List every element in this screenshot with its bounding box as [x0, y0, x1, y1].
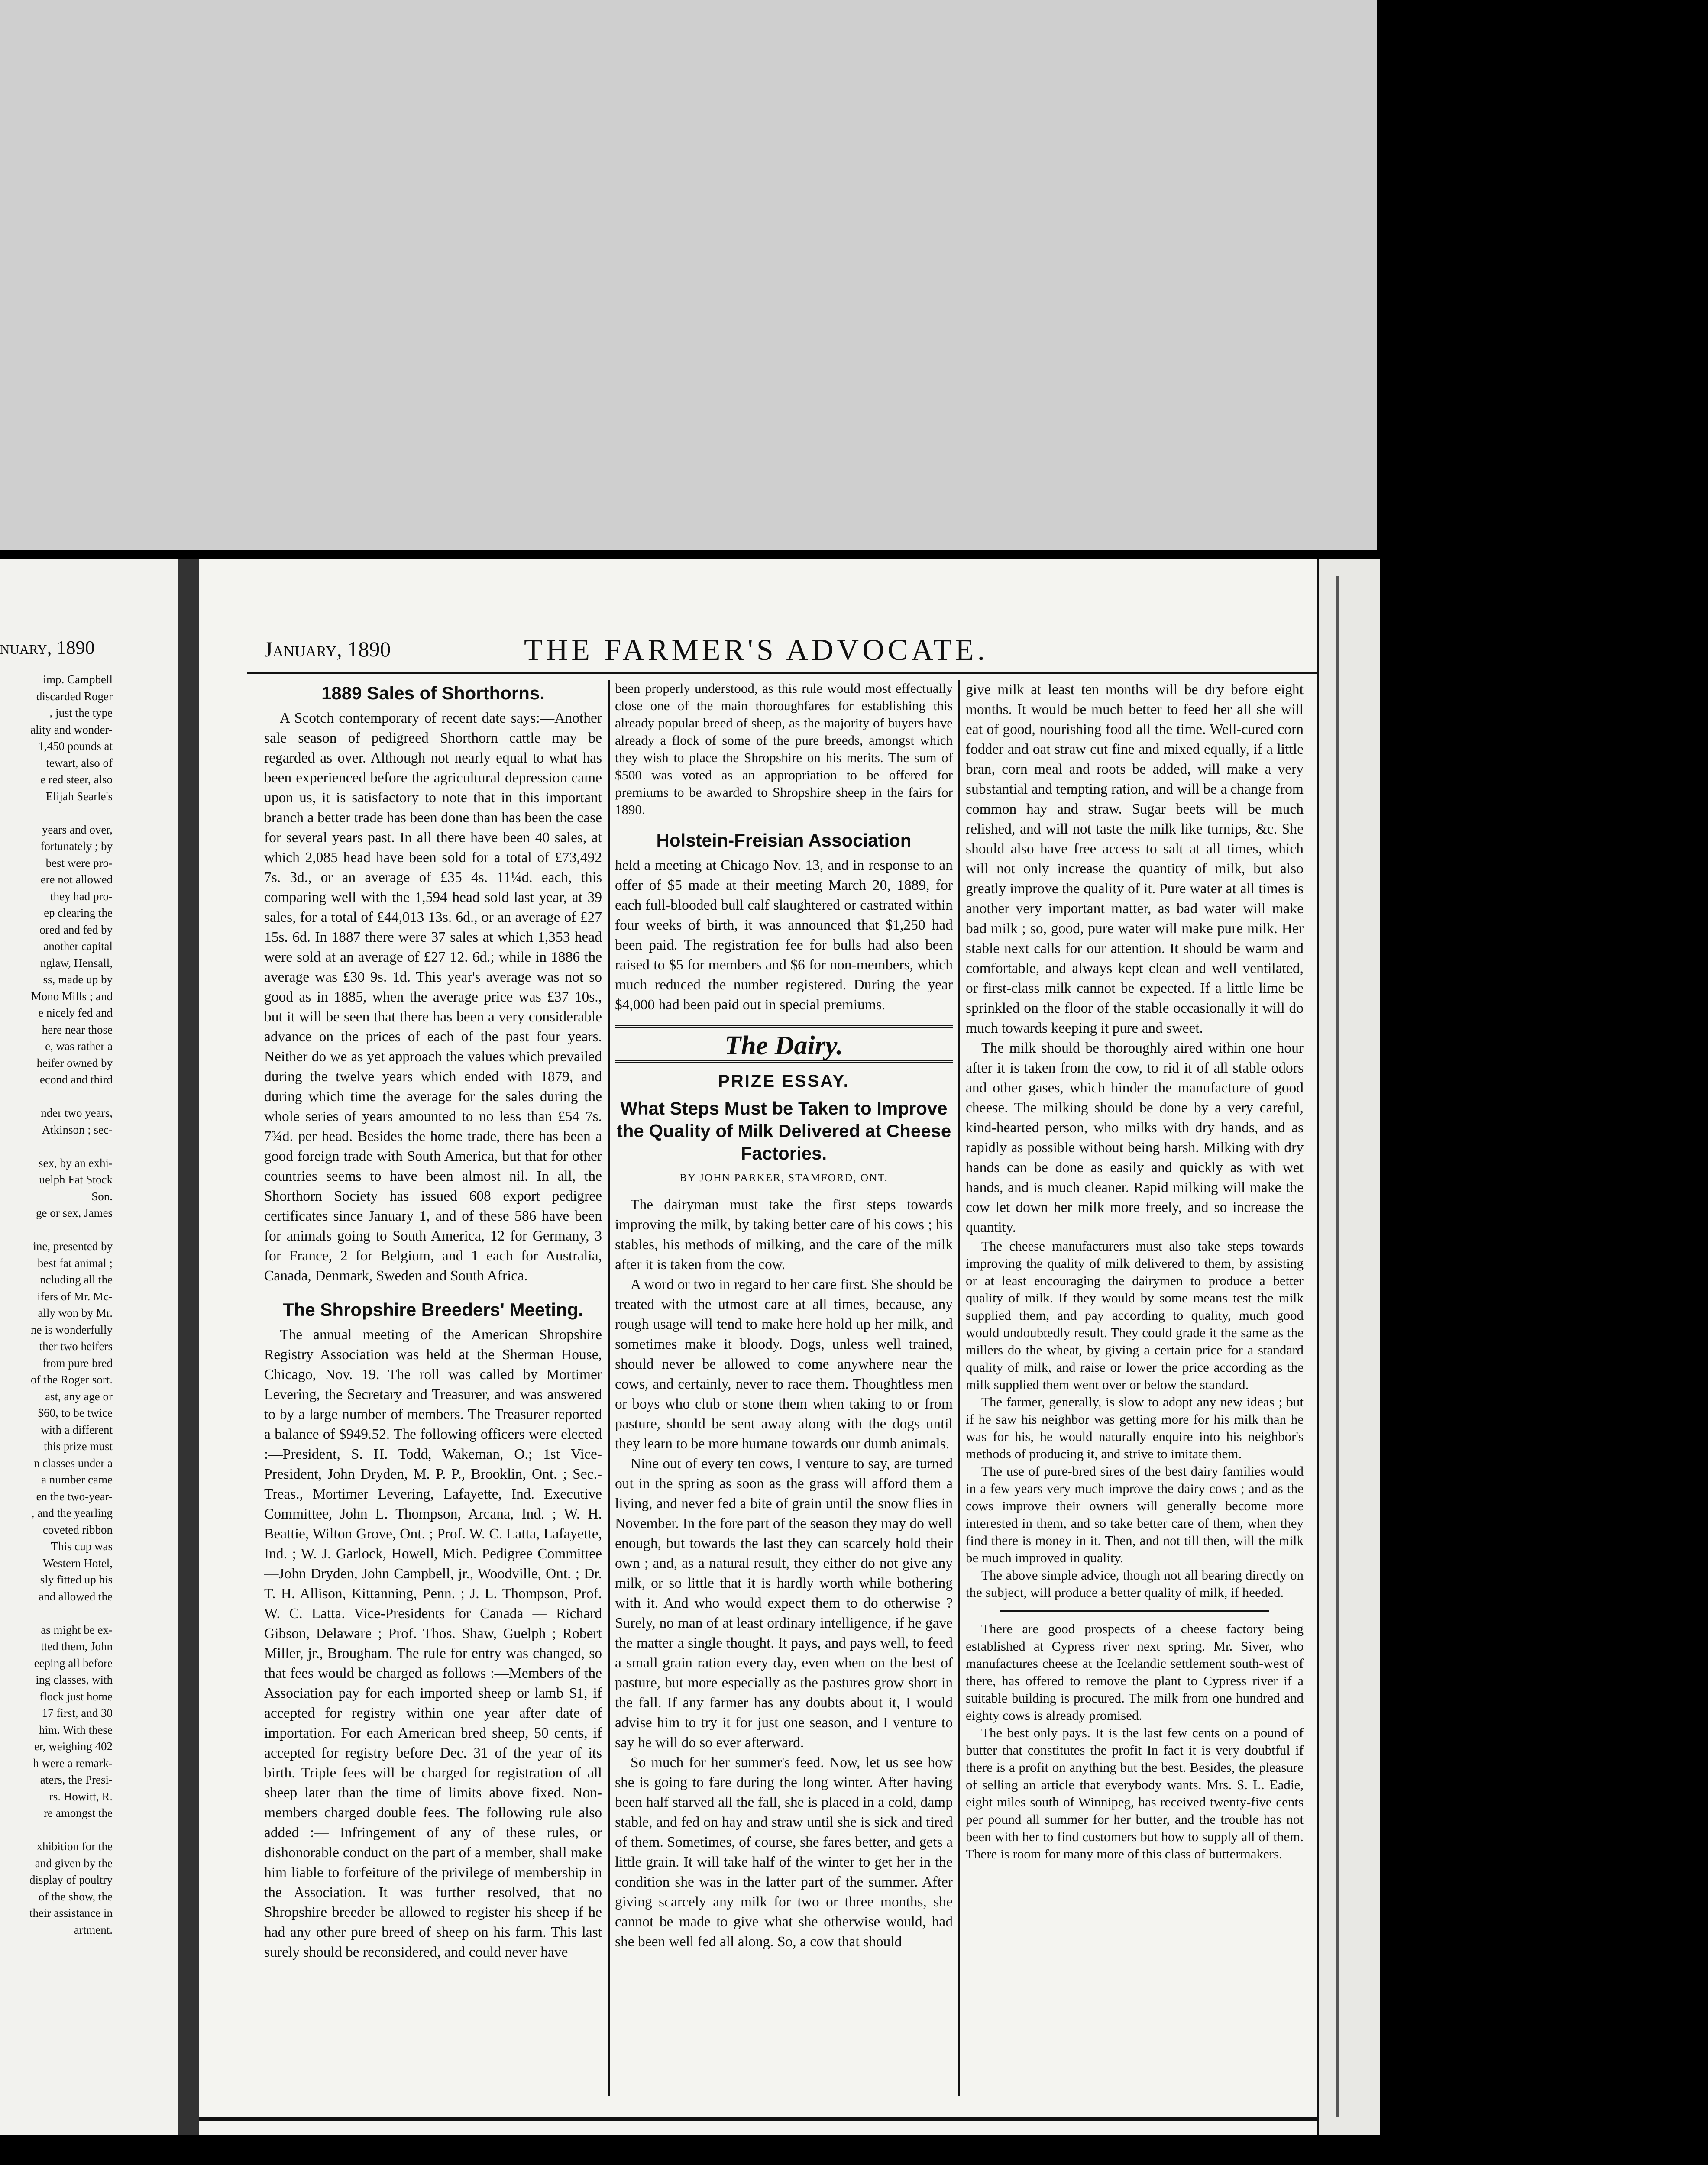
left-page-line: uelph Fat Stock [39, 1173, 113, 1186]
left-page-line: fortunately ; by [40, 840, 113, 853]
left-page-line: nder two years, [41, 1106, 113, 1119]
scanner-bed-top [0, 0, 1377, 550]
left-page-line: another capital [43, 940, 113, 953]
left-page-line: This cup was [51, 1540, 113, 1553]
left-page-line: this prize must [44, 1440, 113, 1453]
left-page-line: e red steer, also [40, 773, 113, 786]
left-page-line: e, was rather a [45, 1040, 113, 1053]
left-page-line [0, 1822, 113, 1839]
left-page-line: ally won by Mr. [38, 1306, 113, 1319]
left-page-fragment [0, 559, 178, 2135]
article-body-shorthorns: A Scotch contemporary of recent date says:—Another sale season of pedigreed Shorthorn cattle may be regarded as over. Although not nearly equal to what has been experienced before the agricultural depression came upon us, it is satisfactory to note that in this important branch a better trade has been done than has been the case for several years past. In all there have been 40 sales, at which 2,085 head have been sold for a total of £73,492 7s. 3d., or an average of £35 4s. 11¼d. each, this comparing well with the 1,594 head sold last year, at 39 sales, for a total of £44,013 13s. 6d., or an average of £27 15s. 6d. In 1887 there were 37 sales at which 1,353 head were sold at an average of £27 12. 6d.; while in 1886 the average was £30 9s. 1d. This year's average was not so good as in 1885, when the average price was £37 10s., but it will be seen that there has been a very considerable advance on the prices of each of the past four years. Neither do we as yet approach the values which prevailed during the twelve years which ended with 1879, and during which time the average for the sales during the whole series of years amounted to no less than £54 7s. 7¾d. per head. Besides the home trade, there has been a good foreign trade with South America, but that for other countries seems to have been almost nil. In all, the Shorthorn Society has issued 608 export pedigree certificates since January 1, and of these 586 have been for animals going to South America, 12 for Germany, 3 for France, 2 for Belgium, and 1 each for Australia, Canada, Denmark, Sweden and South Africa. [264, 710, 602, 1284]
left-page-line: econd and third [40, 1073, 113, 1086]
left-page-line: and allowed the [39, 1590, 113, 1603]
left-page-line: ther two heifers [39, 1340, 113, 1353]
left-page-line: n classes under a [33, 1456, 113, 1470]
section-heading-dairy: The Dairy. [615, 1025, 953, 1063]
left-page-line [0, 1605, 113, 1622]
article-heading-shropshire: The Shropshire Breeders' Meeting. [283, 1299, 583, 1320]
left-page-line: Mono Mills ; and [31, 989, 113, 1003]
left-page-line: flock just home [40, 1690, 113, 1703]
left-page-line: ine, presented by [33, 1240, 113, 1253]
column-3 [966, 680, 1304, 1863]
left-page-line [0, 1221, 113, 1238]
left-page-line: , and the yearling [31, 1506, 113, 1519]
left-page-line: a number came [41, 1473, 113, 1486]
left-page-line: Atkinson ; sec- [42, 1123, 113, 1136]
left-page-line: ss, made up by [43, 973, 113, 986]
left-page-line: 17 first, and 30 [42, 1706, 113, 1719]
left-page-line: xhibition for the [36, 1840, 113, 1853]
article-heading-holstein: Holstein-Freisian Association [656, 830, 912, 850]
essay-paragraph-5: give milk at least ten months will be dry before eight months. It would be much better to feed her all she will eat of good, nourishing food all the time. Well-cured corn fodder and oat straw cut fine and mixed equally, if a little bran, corn meal and roots be added, will make a very substantial and tempting ration, and will be a change from common hay and straw. Sugar beets will be much relished, and will not taste the milk like turnips, &c. She should also have free access to salt at all times, which will not only increase the quantity of milk, but also greatly improve the quality of it. Pure water at all times is another very important matter, as bad water will make bad milk ; so, good, pure water will make pure milk. Her stable next calls for our attention. It should be warm and comfortable, and always kept clean and well ventilated, or first-class milk cannot be expected. If a little lime be sprinkled on the floor of the stable occasionally it will do much towards keeping it pure and sweet. [966, 682, 1304, 1036]
left-page-line: ast, any age or [45, 1389, 113, 1403]
page-9 [199, 559, 1377, 2135]
left-page-line: heifer owned by [36, 1056, 113, 1070]
left-page-line: aters, the Presi- [40, 1773, 113, 1786]
essay-byline: BY JOHN PARKER, STAMFORD, ONT. [679, 1172, 888, 1184]
left-page-line: best fat animal ; [37, 1256, 113, 1270]
left-page-line: Elijah Searle's [45, 789, 113, 803]
left-page-line: him. With these [39, 1723, 113, 1736]
left-page-line: h were a remark- [33, 1756, 113, 1770]
fore-edge-rim [1336, 576, 1339, 2117]
left-page-line: years and over, [42, 823, 113, 836]
left-page-line: ing classes, with [36, 1673, 113, 1686]
essay-paragraph-6: The milk should be thoroughly aired within one hour after it is taken from the cow, to rid it of all stable odors and other gases, which hinder the manufacture of good cheese. The milking should be done by a very careful, kind-hearted person, who milks with dry hands, and as rapidly as possible without being harsh. Milking with dry hands can be done as easily and quickly as with wet hands, and is much cleaner. Rapid milking will make the cow let down her milk more freely, and so increase the quantity. [966, 1040, 1304, 1235]
header-date: January, 1890 [264, 637, 391, 661]
masthead-title: THE FARMER'S ADVOCATE. [524, 633, 989, 667]
left-page-line [0, 1138, 113, 1155]
left-page-line: ge or sex, James [36, 1206, 113, 1219]
left-page-line: discarded Roger [36, 689, 113, 703]
left-page-header: nuary, 1890 [0, 637, 95, 658]
column-rule-1 [608, 680, 610, 2096]
left-page-line: ncluding all the [40, 1273, 113, 1286]
left-page-line: sex, by an exhi- [39, 1156, 113, 1170]
article-body-holstein: held a meeting at Chicago Nov. 13, and in response to an offer of $5 made at their meeting March 20, 1889, for each full-blooded bull calf slaughtered or castrated within four weeks of birth, it was announced that $1,250 had been paid. The registration fee for bulls had also been raised to $5 for members and $6 for non-members, which much reduced the number registered. During the year $4,000 had been paid out in special premiums. [615, 857, 953, 1013]
essay-paragraph-3: Nine out of every ten cows, I venture to say, are turned out in the spring as soon as the grass will afford them a living, and never fed a bite of grain until the snow flies in November. In the fore part of the season they may do well enough, but towards the last they can scarcely hold their own ; and, as a natural result, they either do not give any milk, or so little that it is hardly worth while bothering with it. And who would expect them to do otherwise ? Surely, no man of at least ordinary intelligence, if he gave the matter a single thought. It pays, and pays well, to feed a small grain ration every day, even when on the best of pasture, but more especially as the pastures grow short in the fall. If any farmer has any doubts about it, I would advise him to try it for just one season, and I venture to say he will do so ever afterward. [615, 1456, 953, 1751]
left-page-line: Western Hotel, [42, 1556, 113, 1570]
article-heading-shorthorns: 1889 Sales of Shorthorns. [321, 683, 545, 703]
left-page-line [0, 805, 113, 821]
left-page-line: , just the type [49, 706, 113, 719]
left-page-line: they had pro- [50, 889, 113, 903]
left-page-line: tewart, also of [46, 756, 113, 769]
left-page-line: display of poultry [29, 1873, 113, 1886]
separator-rule [1000, 1610, 1269, 1612]
left-page-line: ere not allowed [40, 873, 113, 886]
prize-essay-label: PRIZE ESSAY. [718, 1072, 850, 1091]
left-page-line: Son. [91, 1189, 113, 1203]
left-page-line: their assistance in [29, 1906, 113, 1919]
left-page-line: of the Roger sort. [31, 1373, 113, 1386]
left-page-line: ifers of Mr. Mc- [37, 1289, 113, 1303]
left-page-line: ne is wonderfully [31, 1323, 113, 1336]
article-body-shropshire: The annual meeting of the American Shropshire Registry Association was held at the Sherman House, Chicago, Nov. 19. The roll was called by Mortimer Levering, the Secretary and Treasurer, and was answered to by a large number of members. The Treasurer reported a balance of $949.52. The following officers were elected :—President, S. H. Todd, Wakeman, O.; 1st Vice-President, John Dryden, M. P. P., Brooklin, Ont. ; Sec.-Treas., Mortimer Levering, Lafayette, Ind. Executive Committee, John L. Thompson, Arcana, Ind. ; W. H. Beattie, Wilton Grove, Ont. ; Prof. W. C. Latta, Lafayette, Ind. ; W. J. Garlock, Howell, Mich. Pedigree Committee—John Dryden, John Campbell, jr., Woodville, Ont. ; Dr. T. H. Allison, Kittanning, Penn. ; J. L. Thompson, Prof. W. C. Latta. Vice-Presidents for Canada — Richard Gibson, Delaware ; Prof. Thos. Shaw, Guelph ; Robert Miller, jr., Brougham. The rule for entry was changed, so that fees would be charged as follows :—Members of the Association pay for each imported sheep or lamb $1, if accepted for registry within one year after date of importation. For each American bred sheep, 50 cents, if accepted for registry before Dec. 31 of the year of its birth. Triple fees will be charged for registration of all sheep later than the time of limits above fixed. Non-members charged double fees. The following rule also added :— Infringement of any of these rules, or dishonorable conduct on the part of a member, shall make him liable to forfeiture of the privilege of membership in the Association. It was further resolved, that no Shropshire breeder be allowed to register his sheep if he had any other pure breed of sheep on his farm. This last surely should be reconsidered, and could never have [264, 1327, 602, 1960]
essay-paragraph-7: The cheese manufacturers must also take steps towards improving the quality of milk delivered to them, by assisting or at least encouraging the dairymen to produce a better quality of milk. If they would by some means test the milk supplied them, and pay according to quality, much good would undoubtedly result. They could grade it the same as the millers do the wheat, by giving a certain price for a standard quality of milk, and raise or lower the price according as the milk supplied them went over or below the standard. [966, 1238, 1304, 1392]
left-page-line: rs. Howitt, R. [49, 1790, 113, 1803]
article-body-shropshire-cont: been properly understood, as this rule would most effectually close one of the main thoroughfares for establishing this already popular breed of sheep, as the majority of buyers have already a flock of some of the pure breeds, amongst which they wish to place the Shropshire on his merits. The sum of $500 was voted as an appropriation to be offered for premiums to be awarded to Shropshire sheep in the fairs for 1890. [615, 681, 953, 817]
left-page-line: er, weighing 402 [34, 1740, 113, 1753]
book-gutter [178, 559, 199, 2135]
left-page-line: as might be ex- [41, 1623, 113, 1636]
left-page-line: 1,450 pounds at [38, 740, 113, 753]
left-page-line: artment. [74, 1923, 113, 1936]
news-item-cheese-factory: There are good prospects of a cheese factory being established at Cypress river next spring. Mr. Siver, who manufactures cheese at the Icelandic settlement south-west of there, has offered to remove the plant to Cypress river if a suitable building is procured. The milk from one hundred and eighty cows is already promised. [966, 1621, 1304, 1723]
running-header [264, 633, 1364, 667]
left-page-column [0, 671, 113, 1938]
left-page-line: sly fitted up his [40, 1573, 113, 1586]
left-page-line: of the show, the [39, 1890, 113, 1903]
essay-paragraph-9: The use of pure-bred sires of the best dairy families would in a few years very much improve the dairy cows ; and as the cows improve their owners will generally become more interested in them, and so take better care of them, when they find there is money in it. Then, and not till then, will the milk be much improved in quality. [966, 1464, 1304, 1565]
left-page-line: nglaw, Hensall, [40, 956, 113, 969]
left-page-line: re amongst the [44, 1806, 113, 1819]
left-page-line: coveted ribbon [42, 1523, 113, 1536]
left-page-line [0, 1088, 113, 1105]
left-page-line: e nicely fed and [38, 1006, 113, 1019]
essay-title: What Steps Must be Taken to Improve the Quality of Milk Delivered at Cheese Factories. [616, 1098, 951, 1163]
column-2 [615, 680, 953, 1952]
news-item-butter: The best only pays. It is the last few cents on a pound of butter that constitutes the profit In fact it is very doubtful if there is a profit on anything but the best. Besides, the pleasure of selling an article that everybody wants. Mrs. S. L. Eadie, eight miles south of Winnipeg, has received twenty-five cents per pound all summer for her butter, and the trouble has not been with her to find customers but how to supply all of them. There is room for many more of this class of buttermakers. [966, 1725, 1304, 1861]
column-1 [264, 680, 602, 1962]
left-page-line: best were pro- [45, 856, 113, 869]
essay-paragraph-2: A word or two in regard to her care first. She should be treated with the utmost care at all times, because, any rough usage will tend to make here hold up her milk, and sometimes make it bloody. Dogs, unless well trained, should never be allowed to come anywhere near the cows, and certainly, never to race them. Thoughtless men or boys who club or stone them when taking to or from pasture, should be sent away along with the dogs until they learn to be more humane towards our dumb animals. [615, 1276, 953, 1452]
essay-paragraph-10: The above simple advice, though not all bearing directly on the subject, will produce a better quality of milk, if heeded. [966, 1567, 1304, 1600]
left-page-line: ored and fed by [39, 923, 113, 936]
column-rule-2 [958, 680, 960, 2096]
left-page-line: $60, to be twice [38, 1406, 113, 1419]
left-page-line: here near those [42, 1023, 113, 1036]
header-rule [247, 672, 1355, 674]
essay-paragraph-8: The farmer, generally, is slow to adopt any new ideas ; but if he saw his neighbor was getting more for his milk than he was for his, he would naturally enquire into his neighbor's methods of producing it, and strive to imitate them. [966, 1394, 1304, 1461]
book-fore-edge [1317, 559, 1380, 2135]
left-page-line: with a different [41, 1423, 113, 1436]
left-page-line: ality and wonder- [30, 723, 113, 736]
left-page-line: en the two-year- [36, 1490, 113, 1503]
left-page-line: from pure bred [42, 1356, 113, 1370]
left-page-line: tted them, John [41, 1640, 113, 1653]
essay-paragraph-4: So much for her summer's feed. Now, let us see how she is going to fare during the long winter. After having been half starved all the fall, she is placed in a cold, damp stable, and fed on hay and straw until she is sick and tired of them. Sometimes, of course, she fares better, and gets a little grain. It will take half of the winter to get her in the condition she was in the latter part of the summer. After giving scarcely any milk for two or three months, she cannot be made to give what she otherwise would, had she been well fed all along. So, a cow that should [615, 1755, 953, 1950]
left-page-line: imp. Campbell [43, 673, 113, 686]
left-page-line: ep clearing the [44, 906, 113, 919]
left-page-line: eeping all before [34, 1656, 113, 1670]
left-page-line: and given by the [35, 1856, 113, 1870]
essay-paragraph-1: The dairyman must take the first steps towards improving the milk, by taking better care of his cows ; his stables, his methods of milking, and the care of the milk after it is taken from the cow. [615, 1197, 953, 1273]
